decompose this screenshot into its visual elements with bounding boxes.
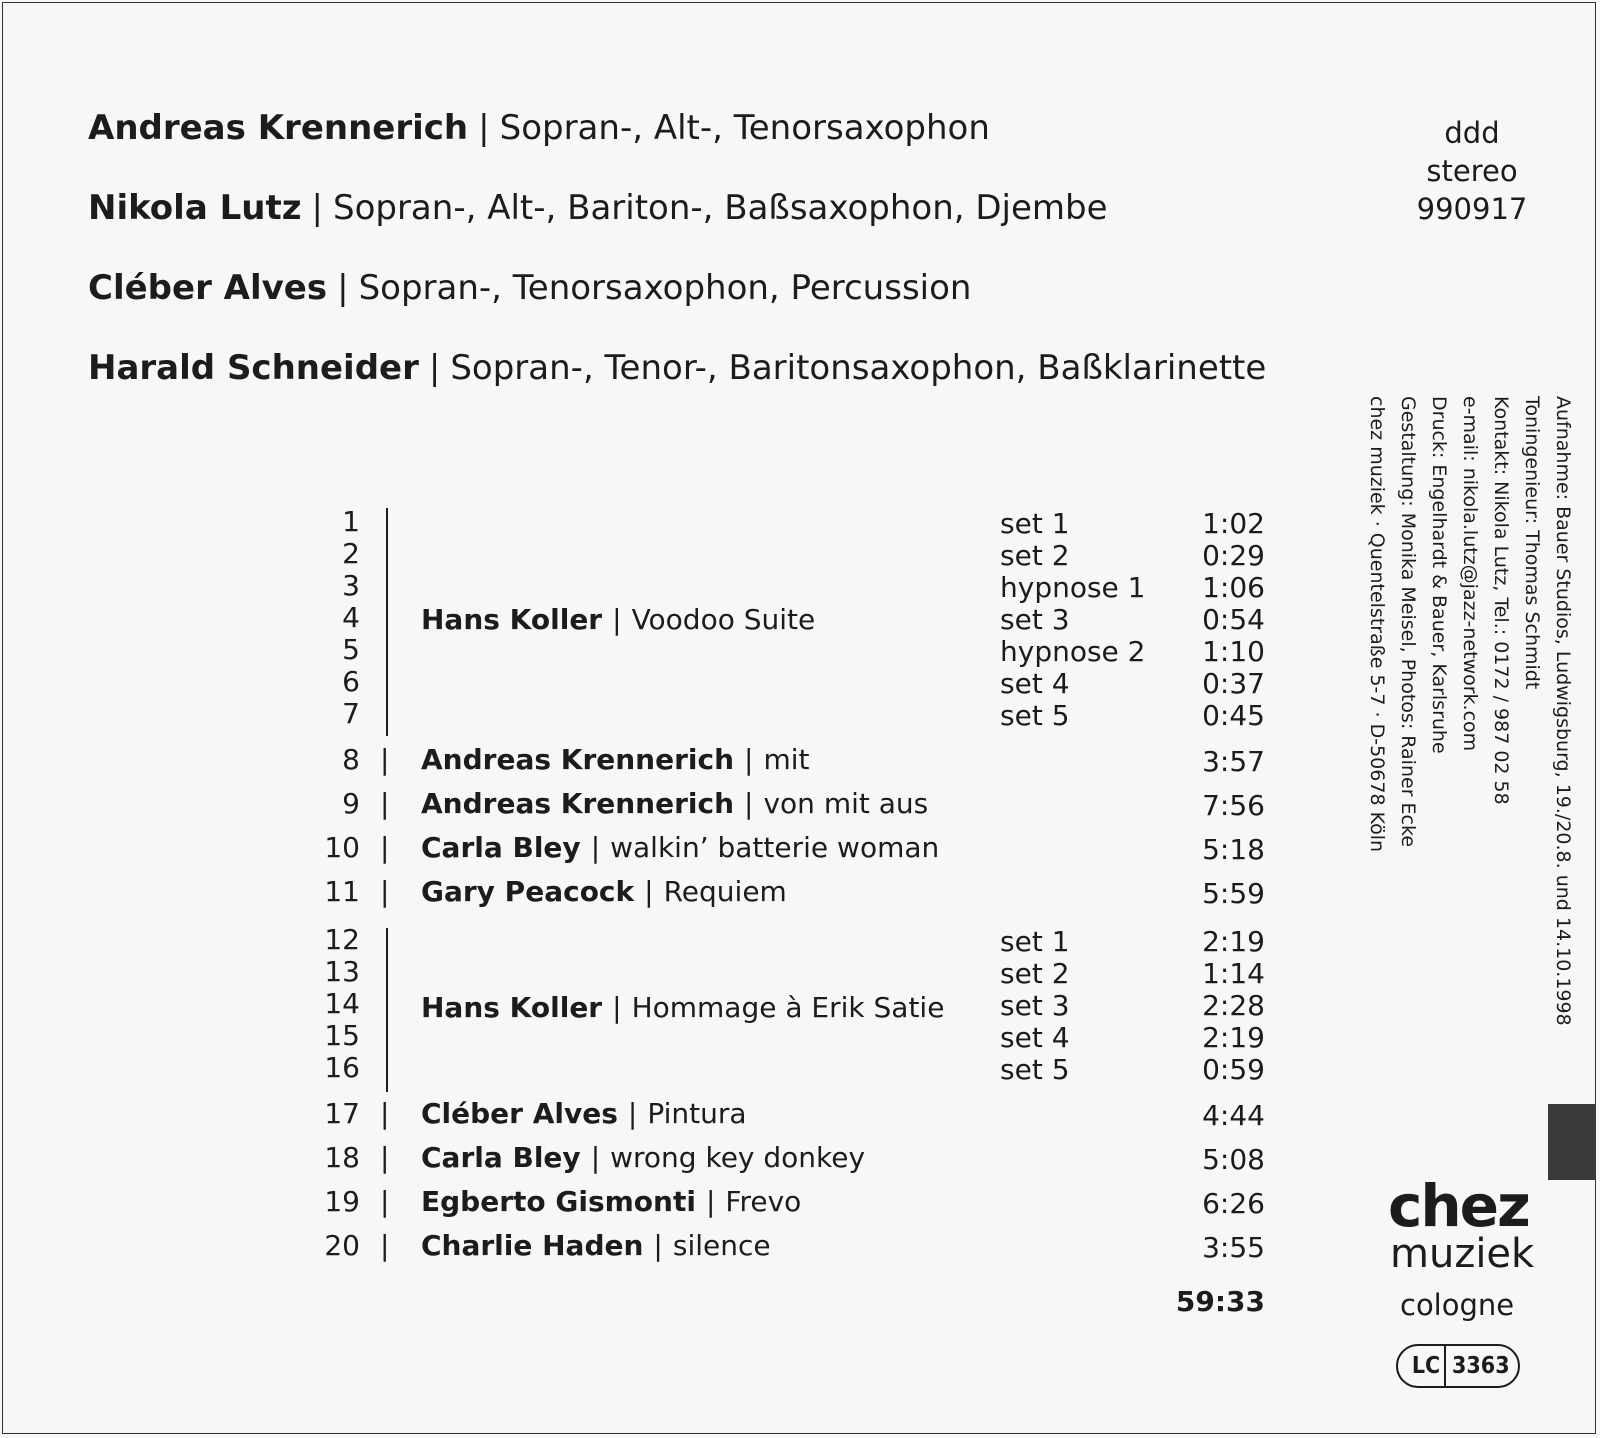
composer: Hans Koller xyxy=(421,603,603,636)
composer: Andreas Krennerich xyxy=(421,743,735,776)
track-time: 6:26 xyxy=(1202,1187,1265,1220)
musician-instruments: Sopran-, Alt-, Tenorsaxophon xyxy=(499,108,990,148)
work-title: walkin’ batterie woman xyxy=(610,831,940,864)
group-bracket xyxy=(386,928,388,1092)
musician-name: Harald Schneider xyxy=(88,348,419,388)
group-bracket xyxy=(386,508,388,736)
track-time: 0:45 xyxy=(1202,699,1265,732)
musician-instruments: Sopran-, Tenorsaxophon, Percussion xyxy=(358,268,972,308)
separator: | xyxy=(744,787,754,820)
track-part: hypnose 2 xyxy=(1000,635,1146,668)
track-number: 20 xyxy=(324,1229,360,1262)
track-part: set 2 xyxy=(1000,539,1070,572)
work-title: mit xyxy=(763,743,810,776)
track-number: 13 xyxy=(324,955,360,988)
track-part: hypnose 1 xyxy=(1000,571,1146,604)
group-title xyxy=(421,604,815,636)
track-number: 16 xyxy=(324,1051,360,1084)
track-time: 1:14 xyxy=(1202,957,1265,990)
track-part: set 1 xyxy=(1000,925,1070,958)
musician-row xyxy=(88,268,971,308)
separator: | xyxy=(653,1229,663,1262)
track-part: set 3 xyxy=(1000,989,1070,1022)
total-time: 59:33 xyxy=(1175,1285,1265,1318)
track-time: 5:18 xyxy=(1202,833,1265,866)
separator: | xyxy=(380,743,390,776)
separator: | xyxy=(644,875,654,908)
work-title: Frevo xyxy=(725,1185,802,1218)
track-time: 0:29 xyxy=(1202,539,1265,572)
label-logo-chez: chez xyxy=(1388,1172,1529,1240)
track-part: set 1 xyxy=(1000,507,1070,540)
track-number: 19 xyxy=(324,1185,360,1218)
track-number: 3 xyxy=(342,569,360,602)
credit-engineer: Toningenieur: Thomas Schmidt xyxy=(1521,396,1543,690)
label-logo-muziek: muziek xyxy=(1390,1231,1535,1277)
separator: | xyxy=(380,1229,390,1262)
credits-block xyxy=(1361,396,1578,1026)
credit-design: Gestaltung: Monika Meisel, Photos: Rainer Ecke xyxy=(1397,396,1419,848)
musician-name: Nikola Lutz xyxy=(88,188,302,228)
work-title: Hommage à Erik Satie xyxy=(631,991,945,1024)
track-title xyxy=(421,876,787,908)
track-time: 4:44 xyxy=(1202,1099,1265,1132)
format-info xyxy=(1392,114,1552,228)
format-stereo: stereo xyxy=(1426,154,1518,188)
work-title: Pintura xyxy=(647,1097,747,1130)
musician-instruments: Sopran-, Tenor-, Baritonsaxophon, Baßklarinette xyxy=(450,348,1267,388)
track-title xyxy=(421,832,939,864)
separator: | xyxy=(380,1141,390,1174)
label-code-prefix: LC xyxy=(1411,1353,1441,1379)
track-number: 15 xyxy=(324,1019,360,1052)
musician-name: Cléber Alves xyxy=(88,268,328,308)
track-time: 7:56 xyxy=(1202,789,1265,822)
separator: | xyxy=(627,1097,638,1130)
composer: Charlie Haden xyxy=(421,1229,644,1262)
track-title xyxy=(421,1186,801,1218)
musician-instruments: Sopran-, Alt-, Bariton-, Baßsaxophon, Djembe xyxy=(332,188,1108,228)
work-title: silence xyxy=(672,1229,771,1262)
track-title xyxy=(421,788,928,820)
separator: | xyxy=(428,348,441,388)
track-title xyxy=(421,1230,771,1262)
work-title: von mit aus xyxy=(763,787,929,820)
track-number: 8 xyxy=(342,743,360,776)
track-number: 12 xyxy=(324,923,360,956)
credit-contact: Kontakt: Nikola Lutz, Tel.: 0172 / 987 02 58 xyxy=(1490,396,1512,805)
track-number: 9 xyxy=(342,787,360,820)
track-time: 5:59 xyxy=(1202,877,1265,910)
track-time: 2:19 xyxy=(1202,1021,1265,1054)
track-number: 14 xyxy=(324,987,360,1020)
track-part: set 2 xyxy=(1000,957,1070,990)
track-part: set 4 xyxy=(1000,667,1070,700)
track-time: 0:59 xyxy=(1202,1053,1265,1086)
separator: | xyxy=(744,743,754,776)
track-number: 11 xyxy=(324,875,360,908)
credit-email: e-mail: nikola.lutz@jazz-network.com xyxy=(1459,396,1481,752)
separator: | xyxy=(311,188,323,228)
separator: | xyxy=(705,1185,716,1218)
track-time: 1:10 xyxy=(1202,635,1265,668)
composer: Egberto Gismonti xyxy=(421,1185,696,1218)
credit-recording: Aufnahme: Bauer Studios, Ludwigsburg, 19./20.8. und 14.10.1998 xyxy=(1552,396,1574,1026)
track-time: 2:19 xyxy=(1202,925,1265,958)
track-title xyxy=(421,1098,747,1130)
track-part: set 4 xyxy=(1000,1021,1070,1054)
track-time: 3:57 xyxy=(1202,745,1265,778)
track-number: 6 xyxy=(342,665,360,698)
separator: | xyxy=(590,1141,601,1174)
label-code-number: 3363 xyxy=(1452,1353,1510,1379)
credit-address: chez muziek · Quentelstraße 5-7 · D-50678 Köln xyxy=(1366,396,1388,853)
label-code-badge xyxy=(1396,1344,1520,1388)
label-city: cologne xyxy=(1400,1288,1515,1322)
musician-row xyxy=(88,108,990,148)
work-title: Requiem xyxy=(663,875,787,908)
work-title: wrong key donkey xyxy=(610,1141,866,1174)
track-title xyxy=(421,1142,865,1174)
badge-divider xyxy=(1444,1346,1446,1386)
track-time: 1:02 xyxy=(1202,507,1265,540)
track-time: 3:55 xyxy=(1202,1231,1265,1264)
separator: | xyxy=(380,787,390,820)
separator: | xyxy=(380,831,390,864)
separator: | xyxy=(337,268,349,308)
edge-tab xyxy=(1548,1104,1596,1180)
musician-row xyxy=(88,188,1108,228)
composer: Carla Bley xyxy=(421,831,581,864)
track-title xyxy=(421,744,810,776)
composer: Andreas Krennerich xyxy=(421,787,735,820)
track-time: 0:54 xyxy=(1202,603,1265,636)
separator: | xyxy=(380,1097,390,1130)
work-title: Voodoo Suite xyxy=(631,603,816,636)
track-number: 5 xyxy=(342,633,360,666)
track-part: set 5 xyxy=(1000,1053,1070,1086)
track-number: 10 xyxy=(324,831,360,864)
musician-row xyxy=(88,348,1266,388)
musician-name: Andreas Krennerich xyxy=(88,108,469,148)
track-number: 2 xyxy=(342,537,360,570)
composer: Carla Bley xyxy=(421,1141,581,1174)
separator: | xyxy=(380,875,390,908)
format-ddd: ddd xyxy=(1444,116,1500,150)
track-number: 1 xyxy=(342,505,360,538)
group-title xyxy=(421,992,944,1024)
separator: | xyxy=(590,831,601,864)
track-number: 17 xyxy=(324,1097,360,1130)
track-time: 1:06 xyxy=(1202,571,1265,604)
track-part: set 5 xyxy=(1000,699,1070,732)
credit-print: Druck: Engelhardt & Bauer, Karlsruhe xyxy=(1428,396,1450,754)
composer: Gary Peacock xyxy=(421,875,635,908)
separator: | xyxy=(612,991,622,1024)
track-time: 0:37 xyxy=(1202,667,1265,700)
track-time: 5:08 xyxy=(1202,1143,1265,1176)
separator: | xyxy=(478,108,490,148)
composer: Cléber Alves xyxy=(421,1097,618,1130)
separator: | xyxy=(380,1185,390,1218)
track-part: set 3 xyxy=(1000,603,1070,636)
track-number: 4 xyxy=(342,601,360,634)
separator: | xyxy=(612,603,622,636)
track-number: 18 xyxy=(324,1141,360,1174)
track-time: 2:28 xyxy=(1202,989,1265,1022)
composer: Hans Koller xyxy=(421,991,603,1024)
catalog-number: 990917 xyxy=(1416,192,1528,226)
track-number: 7 xyxy=(342,697,360,730)
